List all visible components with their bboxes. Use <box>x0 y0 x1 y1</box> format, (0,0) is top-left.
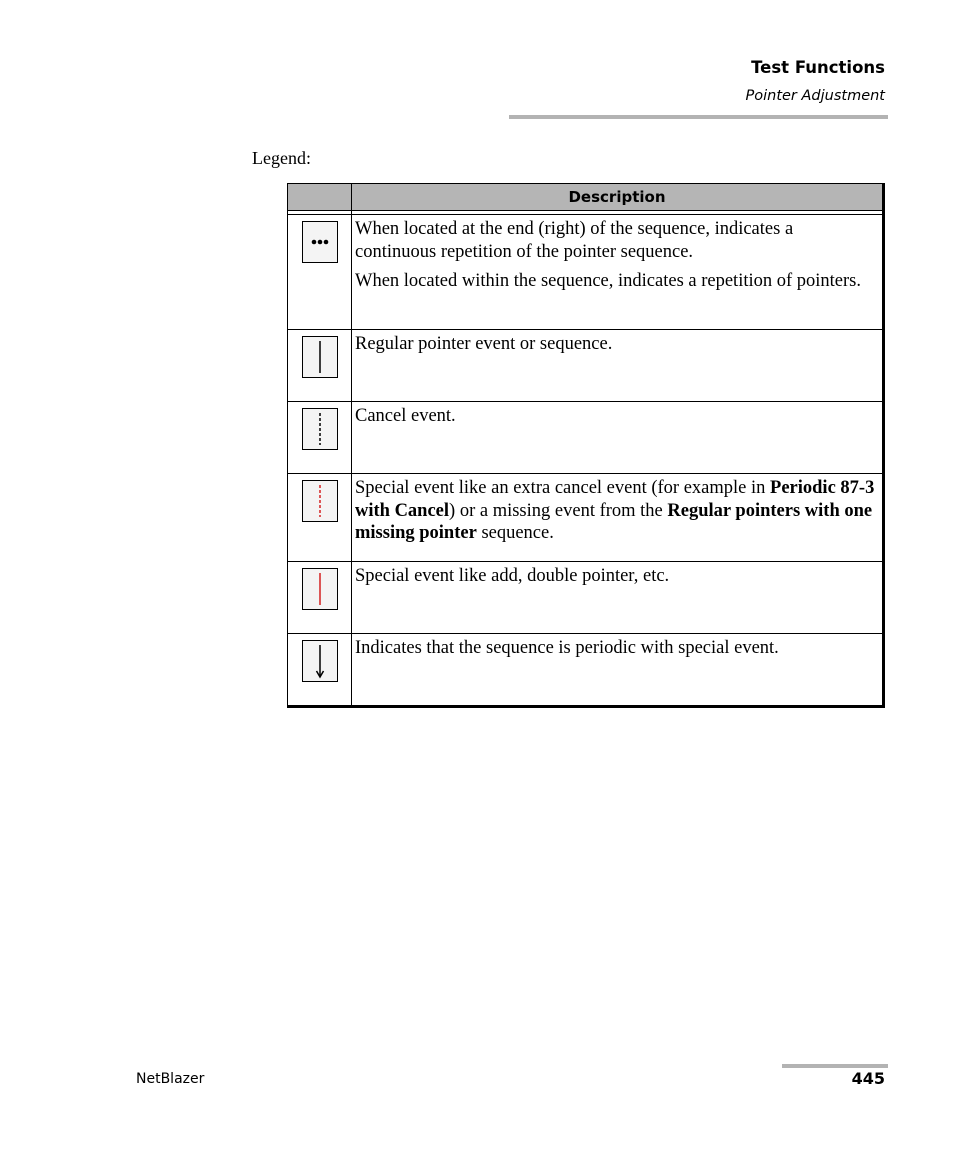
page-number: 445 <box>851 1069 885 1088</box>
description-text: Special event like add, double pointer, etc. <box>355 566 670 586</box>
row-description <box>352 402 884 474</box>
icon-column-header <box>288 184 352 211</box>
header-rule <box>509 115 888 119</box>
row-description <box>352 634 884 707</box>
table-header-row <box>288 184 884 211</box>
description-text: Special event like an extra cancel event (for example in Periodic 87-3 with Cancel) or a missing event from the Regular pointers with one missing pointer sequence. <box>355 478 875 543</box>
product-name: NetBlazer <box>136 1071 205 1087</box>
solid-line-icon <box>302 336 338 378</box>
bold-term: Periodic 87-3 with Cancel <box>355 478 875 521</box>
table-row <box>288 474 884 562</box>
table-row <box>288 402 884 474</box>
section-title: Test Functions <box>751 58 885 77</box>
description-paragraph: When located at the end (right) of the sequence, indicates a continuous repetition of the pointer sequence. <box>355 219 794 262</box>
legend-label: Legend: <box>252 148 311 168</box>
description-text: Indicates that the sequence is periodic with special event. <box>355 638 779 658</box>
down-arrow-icon <box>302 640 338 682</box>
table-row <box>288 562 884 634</box>
table-row <box>288 634 884 707</box>
legend-table <box>287 183 885 708</box>
red-dashed-line-icon <box>302 480 338 522</box>
dashed-line-icon <box>302 408 338 450</box>
row-description <box>352 474 884 562</box>
ellipsis-icon <box>302 221 338 263</box>
row-description <box>352 562 884 634</box>
section-subtitle: Pointer Adjustment <box>745 88 885 104</box>
description-text: Cancel event. <box>355 406 456 426</box>
row-description <box>352 215 884 330</box>
table-row <box>288 330 884 402</box>
description-column-header: Description <box>352 184 884 211</box>
description-text: Regular pointer event or sequence. <box>355 334 613 354</box>
bold-term: Regular pointers with one missing pointer <box>355 500 873 543</box>
row-description <box>352 330 884 402</box>
table-row <box>288 215 884 330</box>
red-solid-line-icon <box>302 568 338 610</box>
footer-rule <box>782 1064 888 1068</box>
description-paragraph: When located within the sequence, indicates a repetition of pointers. <box>355 271 862 291</box>
